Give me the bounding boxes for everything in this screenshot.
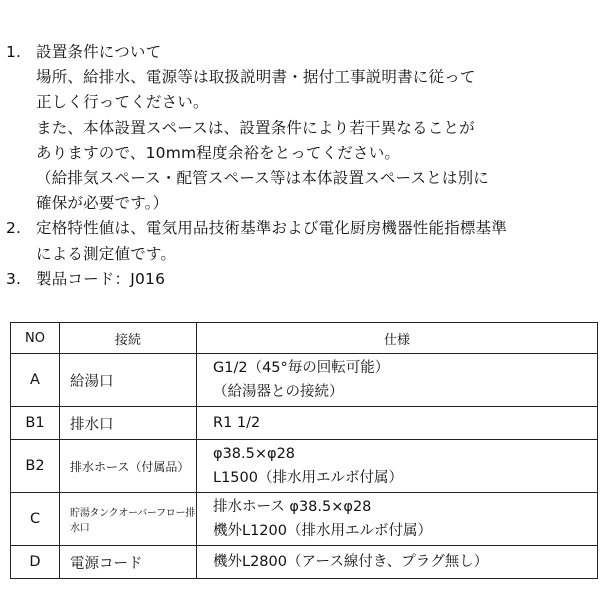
connection-spec-table [10,322,598,579]
row-spec [197,546,598,579]
header-spec: 仕様 [197,323,598,354]
table-row [11,440,598,493]
spec-line: G1/2（45°毎の回転可能） [213,360,390,376]
note-3 [6,267,606,292]
spec-line: （給湯器との接続） [213,384,344,400]
note-line: 定格特性値は、電気用品技術基準および電化厨房機器性能指標基準 [36,219,508,238]
row-connection: 貯湯タンクオーバーフロー排水口 [60,493,197,546]
note-line: 場所、給排水、電源等は取扱説明書・据付工事説明書に従って [36,68,476,87]
spec-line: φ38.5×φ28 [213,446,296,462]
note-text [36,267,606,292]
product-code-line: 製品コード：J016 [36,269,166,288]
note-line: （給排気スペース・配管スペース等は本体設置スペースとは別に [36,169,489,188]
row-connection: 電源コード [60,546,197,579]
row-connection: 給湯口 [60,354,197,407]
table-row [11,546,598,579]
note-text [36,40,606,216]
table-row [11,493,598,546]
table-row [11,354,598,407]
row-connection: 排水口 [60,407,197,440]
table-row [11,407,598,440]
row-spec [197,440,598,493]
table-header-row [11,323,598,354]
spec-line: 排水ホース φ38.5×φ28 [213,499,372,515]
row-no: B2 [11,440,60,493]
note-text [36,216,606,266]
header-no: NO [11,323,60,354]
note-line: 正しく行ってください。 [36,93,209,112]
row-spec [197,493,598,546]
note-line: ありますので、10mm程度余裕をとってください。 [36,143,401,162]
row-spec [197,354,598,407]
note-line: 確保が必要です。） [36,194,169,213]
note-1 [6,40,606,216]
row-connection: 排水ホース（付属品） [60,440,197,493]
spec-line: L1500（排水用エルボ付属） [213,470,403,486]
note-line: 設置条件について [36,43,162,61]
row-no: A [11,354,60,407]
spec-line: R1 1/2 [213,415,261,431]
row-no: D [11,546,60,579]
note-number: 1. [6,43,22,61]
row-no: C [11,493,60,546]
note-number: 3. [6,269,22,288]
row-spec [197,407,598,440]
row-no: B1 [11,407,60,440]
note-line: また、本体設置スペースは、設置条件により若干異なることが [36,118,475,137]
spec-line: 機外L1200（排水用エルボ付属） [213,523,432,539]
header-connection: 接続 [60,323,197,354]
note-2 [6,216,606,266]
installation-notes [6,40,606,292]
spec-line: 機外L2800（アース線付き、プラグ無し） [213,554,489,570]
note-number: 2. [6,219,22,238]
note-line: による測定値です。 [36,244,177,263]
